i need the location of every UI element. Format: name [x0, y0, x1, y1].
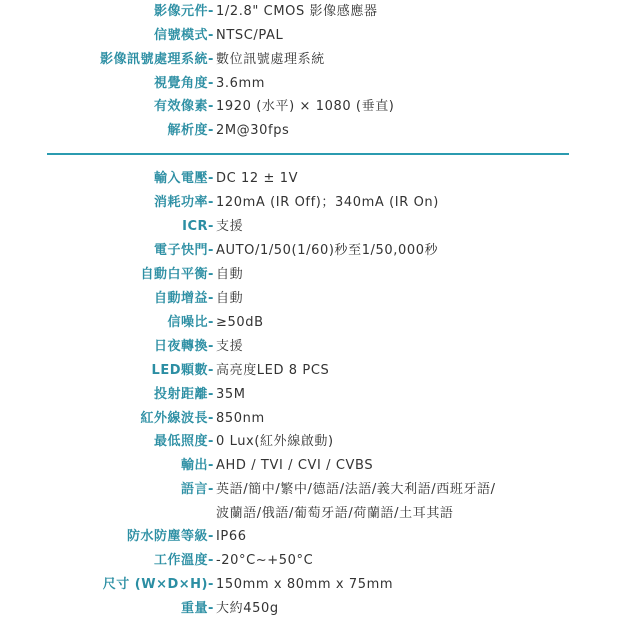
spec-value: -20°C~+50°C — [216, 553, 314, 568]
spec-value: 大約450g — [216, 601, 279, 616]
spec-row-weight — [0, 598, 620, 620]
spec-label: 電子快門 — [153, 243, 208, 258]
spec-separator: - — [208, 267, 214, 282]
spec-row-input-voltage — [0, 168, 620, 190]
spec-separator: - — [208, 99, 214, 114]
spec-separator: - — [208, 243, 214, 258]
spec-label: 信號模式 — [153, 28, 208, 43]
spec-value: 數位訊號處理系統 — [216, 52, 325, 67]
spec-label: 工作溫度 — [153, 553, 208, 568]
spec-separator: - — [208, 76, 214, 91]
spec-row-effective-pixels — [0, 96, 620, 118]
spec-separator: - — [208, 291, 214, 306]
spec-label: 輸入電壓 — [153, 171, 208, 186]
spec-separator: - — [208, 123, 214, 138]
spec-value: 850nm — [216, 411, 265, 426]
spec-row-view-angle — [0, 73, 620, 95]
spec-separator: - — [208, 52, 214, 67]
spec-separator: - — [208, 553, 214, 568]
spec-row-isp — [0, 49, 620, 71]
spec-separator: - — [208, 339, 214, 354]
spec-label: 信噪比 — [167, 315, 208, 330]
spec-label: 最低照度 — [153, 434, 208, 449]
spec-label: 影像訊號處理系統 — [99, 52, 208, 67]
spec-row-resolution — [0, 120, 620, 142]
spec-row-output — [0, 455, 620, 477]
spec-row-language-continued — [0, 503, 620, 525]
spec-separator: - — [208, 315, 214, 330]
spec-value: AUTO/1/50(1/60)秒至1/50,000秒 — [216, 243, 439, 258]
spec-value: 0 Lux(紅外線啟動) — [216, 434, 334, 449]
spec-separator: - — [208, 458, 214, 473]
spec-row-awb — [0, 264, 620, 286]
spec-separator: - — [208, 219, 214, 234]
spec-value: 支援 — [216, 219, 244, 234]
spec-separator: - — [208, 529, 214, 544]
spec-label: 日夜轉換 — [153, 339, 208, 354]
spec-label: 紅外線波長 — [140, 411, 208, 426]
spec-separator: - — [208, 577, 214, 592]
spec-value: IP66 — [216, 529, 247, 544]
spec-row-sensor — [0, 1, 620, 23]
spec-value: 3.6mm — [216, 76, 266, 91]
spec-row-signal-mode — [0, 25, 620, 47]
spec-row-led-count — [0, 360, 620, 382]
spec-row-snr — [0, 312, 620, 334]
spec-label: ICR — [182, 219, 208, 234]
spec-value: 自動 — [216, 267, 244, 282]
spec-row-icr — [0, 216, 620, 238]
spec-separator: - — [208, 28, 214, 43]
spec-value: 自動 — [216, 291, 244, 306]
spec-value: 波蘭語/俄語/葡萄牙語/荷蘭語/土耳其語 — [216, 506, 454, 521]
spec-label: 自動白平衡 — [140, 267, 208, 282]
spec-value: 150mm x 80mm x 75mm — [216, 577, 394, 592]
spec-row-day-night — [0, 336, 620, 358]
spec-value: 1920 (水平) × 1080 (垂直) — [216, 99, 395, 114]
spec-label: 重量 — [180, 601, 208, 616]
section-divider — [47, 153, 569, 155]
spec-separator: - — [208, 482, 214, 497]
spec-value: AHD / TVI / CVI / CVBS — [216, 458, 374, 473]
spec-label: 尺寸 (W×D×H) — [102, 577, 208, 592]
spec-row-ip-rating — [0, 526, 620, 548]
spec-label: 視覺角度 — [153, 76, 208, 91]
spec-value: DC 12 ± 1V — [216, 171, 299, 186]
spec-separator: - — [208, 4, 214, 19]
spec-label: 防水防塵等級 — [126, 529, 208, 544]
spec-row-shutter — [0, 240, 620, 262]
spec-row-language — [0, 479, 620, 501]
spec-value: NTSC/PAL — [216, 28, 284, 43]
spec-label: 自動增益 — [153, 291, 208, 306]
spec-row-ir-distance — [0, 384, 620, 406]
spec-separator: - — [208, 387, 214, 402]
spec-row-ir-wavelength — [0, 408, 620, 430]
spec-row-dimensions — [0, 574, 620, 596]
spec-label: 有效像素 — [153, 99, 208, 114]
spec-label: 消耗功率 — [153, 195, 208, 210]
spec-label: 解析度 — [167, 123, 208, 138]
spec-separator: - — [208, 195, 214, 210]
spec-row-min-illumination — [0, 431, 620, 453]
spec-label: 輸出 — [180, 458, 208, 473]
spec-value: 2M@30fps — [216, 123, 290, 138]
spec-label: 影像元件 — [153, 4, 208, 19]
spec-value: 支援 — [216, 339, 244, 354]
spec-label: LED顆數 — [151, 363, 208, 378]
spec-value: 120mA (IR Off)；340mA (IR On) — [216, 195, 439, 210]
spec-separator: - — [208, 411, 214, 426]
spec-separator: - — [208, 171, 214, 186]
spec-separator: - — [208, 363, 214, 378]
spec-separator: - — [208, 601, 214, 616]
spec-value: 1/2.8" CMOS 影像感應器 — [216, 4, 378, 19]
spec-row-operating-temp — [0, 550, 620, 572]
spec-value: ≥50dB — [216, 315, 264, 330]
spec-value: 英語/簡中/繁中/德語/法語/義大利語/西班牙語/ — [216, 482, 496, 497]
spec-value: 35M — [216, 387, 246, 402]
spec-row-power — [0, 192, 620, 214]
spec-separator: - — [208, 434, 214, 449]
spec-value: 高亮度LED 8 PCS — [216, 363, 330, 378]
spec-label: 語言 — [180, 482, 208, 497]
spec-row-agc — [0, 288, 620, 310]
spec-label: 投射距離 — [153, 387, 208, 402]
